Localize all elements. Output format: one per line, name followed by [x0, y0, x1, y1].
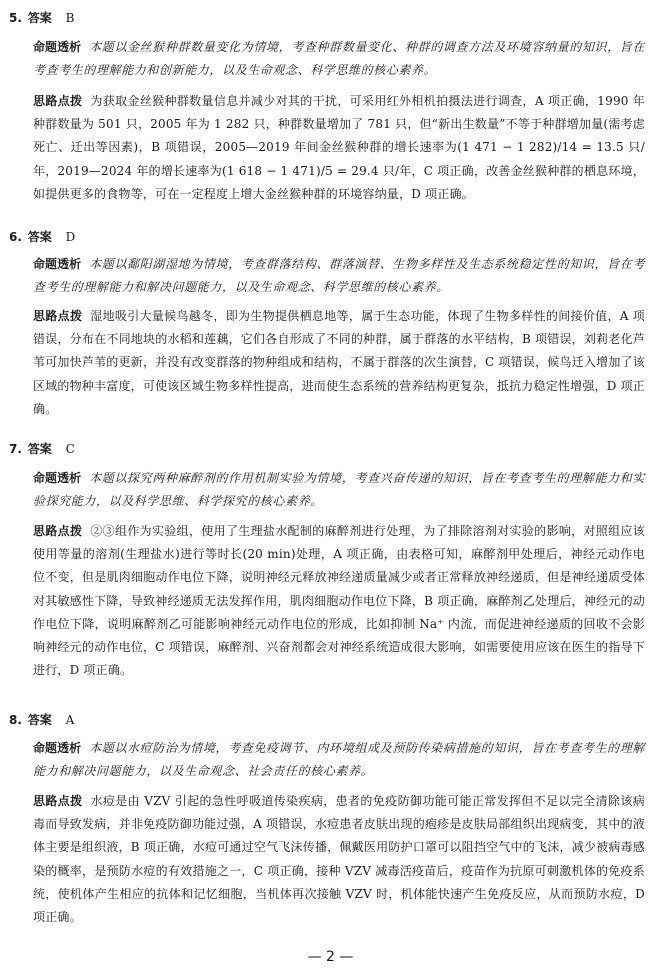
answer-line: [9, 440, 75, 458]
hint-paragraph: [33, 520, 645, 682]
hint-label: 思路点拨: [33, 94, 83, 108]
answer-key: D: [65, 230, 76, 244]
answer-label: 答案: [27, 230, 52, 244]
analysis-paragraph: [33, 737, 645, 783]
hint-paragraph: [33, 305, 645, 421]
hint-paragraph: [33, 90, 645, 206]
answer-label: 答案: [27, 713, 52, 727]
answer-label: 答案: [27, 442, 52, 456]
question-number: 8.: [9, 713, 22, 727]
analysis-label: 命题透析: [33, 257, 82, 271]
hint-label: 思路点拨: [33, 309, 83, 323]
question-number: 7.: [9, 442, 22, 456]
answer-line: [9, 711, 74, 729]
answer-label: 答案: [27, 11, 52, 25]
answer-line: [9, 9, 74, 27]
hint-text: 水痘是由 VZV 引起的急性呼吸道传染疾病，患者的免疫防御功能可能正常发挥但不足以完全清除该病毒而导致发病，并非免疫防御功能过强，A 项错误，水痘患者皮肤出现的疱疹是皮肤局部组织出现病变，其中的液体主要是组织液，B 项正确，水痘可通过空气飞沫传播，佩戴医用防护口罩可以阻挡空气中的飞沫，减少被病毒感染的概率，是预防水痘的有效措施之一，C 项正确，接种 VZV 减毒活疫苗后，疫苗作为抗原可刺激机体的免疫系统，使机体产生相应的抗体和记忆细胞，当机体再次接触 VZV 时，机体能快速产生免疫反应，从而预防水痘，D 项正确。: [33, 794, 645, 925]
answer-key: B: [65, 11, 75, 25]
question-number: 5.: [9, 11, 22, 25]
hint-text: ②③组作为实验组，使用了生理盐水配制的麻醉剂进行处理，为了排除溶剂对实验的影响，对照组应该使用等量的溶剂(生理盐水)进行等时长(20 min)处理，A 项正确，由表格可知，麻醉剂甲处理后，神经元动作电位不变，但是肌肉细胞动作电位下降，说明神经元释放神经递质量减少或者正常释放神经递质，但是神经递质受体对其敏感性下降，导致神经递质无法发挥作用，肌肉细胞动作电位下降，B 项正确，麻醉剂乙处理后，神经元的动作电位下降，说明麻醉剂乙可能影响神经元动作电位的形成，比如抑制 Na⁺ 内流，而促进神经递质的回收不会影响神经元的动作电位，C 项错误，麻醉剂、兴奋剂都会对神经系统造成很大影响，如需要使用应该在医生的指导下进行，D 项正确。: [33, 524, 645, 678]
answer-key: A: [65, 713, 75, 727]
analysis-paragraph: [33, 36, 645, 82]
question-number: 6.: [9, 230, 22, 244]
analysis-label: 命题透析: [33, 40, 82, 54]
analysis-label: 命题透析: [33, 471, 82, 485]
analysis-paragraph: [33, 253, 645, 299]
answer-line: [9, 228, 75, 246]
analysis-label: 命题透析: [33, 741, 82, 755]
hint-label: 思路点拨: [33, 794, 83, 808]
analysis-text: 本题以探究两种麻醉剂的作用机制实验为情境，考查兴奋传递的知识，旨在考查考生的理解能力和实验探究能力，以及科学思维、科学探究的核心素养。: [33, 471, 645, 509]
analysis-paragraph: [33, 467, 645, 513]
page-number: — 2 —: [307, 949, 354, 965]
hint-text: 湿地吸引大量候鸟越冬，即为生物提供栖息地等，属于生态功能，体现了生物多样性的间接价值，A 项错误，分布在不同地块的水稻和莲藕，它们各自形成了不同的种群，属于群落的水平结构，B 项错误，刘莉老化芦苇可加快芦苇的更新，并没有改变群落的物种组成和结构，不属于群落的次生演替，C 项错误，候鸟迁入增加了该区域的物种丰富度，可使该区域生物多样性提高，进而使生态系统的营养结构更复杂，抵抗力稳定性增强，D 项正确。: [33, 309, 645, 416]
hint-text: 为获取金丝猴种群数量信息并减少对其的干扰，可采用红外相机拍摄法进行调查，A 项正确，1990 年种群数量为 501 只，2005 年为 1 282 只，种群数量增加了 781 只，但“新出生数量”不等于种群增加量(需考虑死亡、迁出等因素)，B 项错误，2005—2019 年间金丝猴种群的增长速率为(1 471 − 1 282)/14 = 13.5 只/年，2019—2024 年的增长速率为(1 618 − 1 471)/5 = 29.4 只/年，C 项正确，改善金丝猴种群的栖息环境，如提供更多的食物等，可在一定程度上增大金丝猴种群的环境容纳量，D 项正确。: [33, 94, 645, 201]
hint-paragraph: [33, 790, 645, 929]
analysis-text: 本题以水痘防治为情境，考查免疫调节、内环境组成及预防传染病措施的知识，旨在考查考生的理解能力和解决问题能力，以及生命观念、社会责任的核心素养。: [33, 741, 645, 779]
analysis-text: 本题以金丝猴种群数量变化为情境，考查种群数量变化、种群的调查方法及环境容纳量的知识，旨在考查考生的理解能力和创新能力，以及生命观念、科学思维的核心素养。: [33, 40, 645, 78]
answer-key: C: [65, 442, 75, 456]
hint-label: 思路点拨: [33, 524, 83, 538]
analysis-text: 本题以鄱阳湖湿地为情境，考查群落结构、群落演替、生物多样性及生态系统稳定性的知识，旨在考查考生的理解能力和解决问题能力，以及生命观念、科学思维的核心素养。: [33, 257, 645, 295]
